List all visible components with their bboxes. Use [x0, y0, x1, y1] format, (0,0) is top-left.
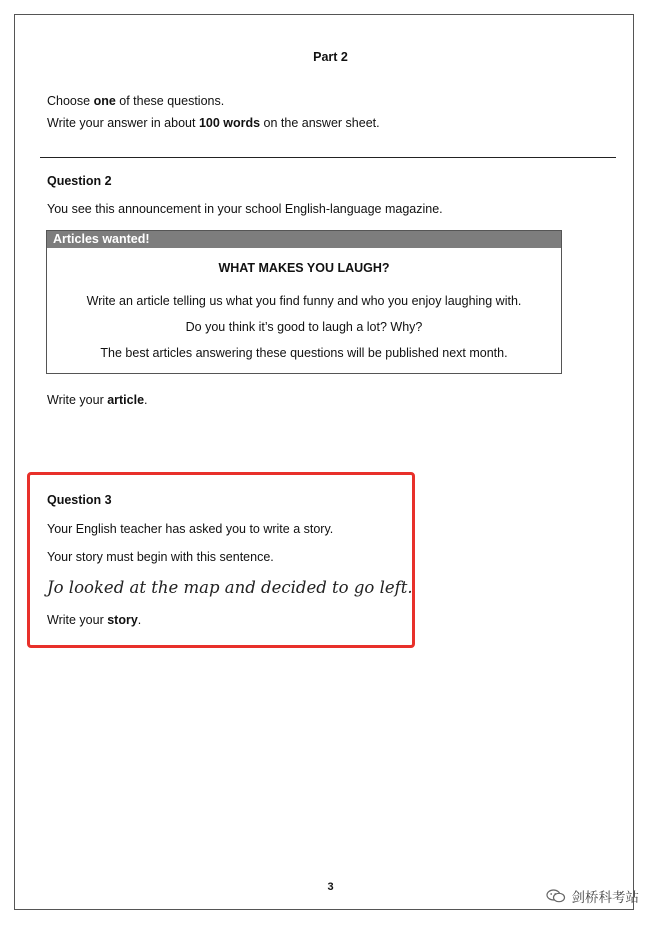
watermark [546, 886, 640, 906]
page-border [14, 14, 634, 910]
announcement-box [46, 230, 562, 374]
announcement-line-1: Write an article telling us what you find funny and who you enjoy laughing with. [86, 294, 522, 308]
question-2-intro: You see this announcement in your school English-language magazine. [47, 202, 443, 216]
instruction-1-bold: one [93, 94, 116, 108]
question-3-title: Question 3 [47, 493, 112, 507]
instruction-2-post: on the answer sheet. [260, 116, 380, 130]
instruction-2-pre: Write your answer in about [47, 116, 199, 130]
announcement-heading: WHAT MAKES YOU LAUGH? [218, 261, 390, 275]
question-3-task-bold: story [107, 613, 138, 627]
question-3-line-1: Your English teacher has asked you to write a story. [47, 522, 334, 536]
question-3-task-post: . [137, 613, 142, 627]
page-number: 3 [327, 881, 334, 893]
question-3-task-pre: Write your [47, 613, 108, 627]
question-2-task-bold: article [107, 393, 145, 407]
wechat-icon [546, 889, 566, 903]
section-divider [40, 157, 616, 158]
question-2-task [47, 393, 148, 407]
question-2-title: Question 2 [47, 174, 112, 188]
announcement-line-3: The best articles answering these questions will be published next month. [100, 346, 508, 360]
question-3-task [47, 613, 141, 627]
announcement-header: Articles wanted! [47, 231, 561, 248]
instruction-1-pre: Choose [47, 94, 94, 108]
story-opening-sentence: Jo looked at the map and decided to go left. [47, 578, 413, 597]
question-3-line-2: Your story must begin with this sentence. [47, 550, 274, 564]
question-2-task-pre: Write your [47, 393, 108, 407]
announcement-line-2: Do you think it’s good to laugh a lot? Why? [185, 320, 423, 334]
part-title: Part 2 [313, 50, 348, 64]
instruction-2-bold: 100 words [198, 116, 261, 130]
watermark-text: 剑桥科考站 [571, 890, 639, 905]
question-2-task-post: . [144, 393, 148, 407]
instruction-line-1 [47, 94, 224, 108]
instruction-1-post: of these questions. [115, 94, 225, 108]
instruction-line-2 [47, 116, 380, 130]
